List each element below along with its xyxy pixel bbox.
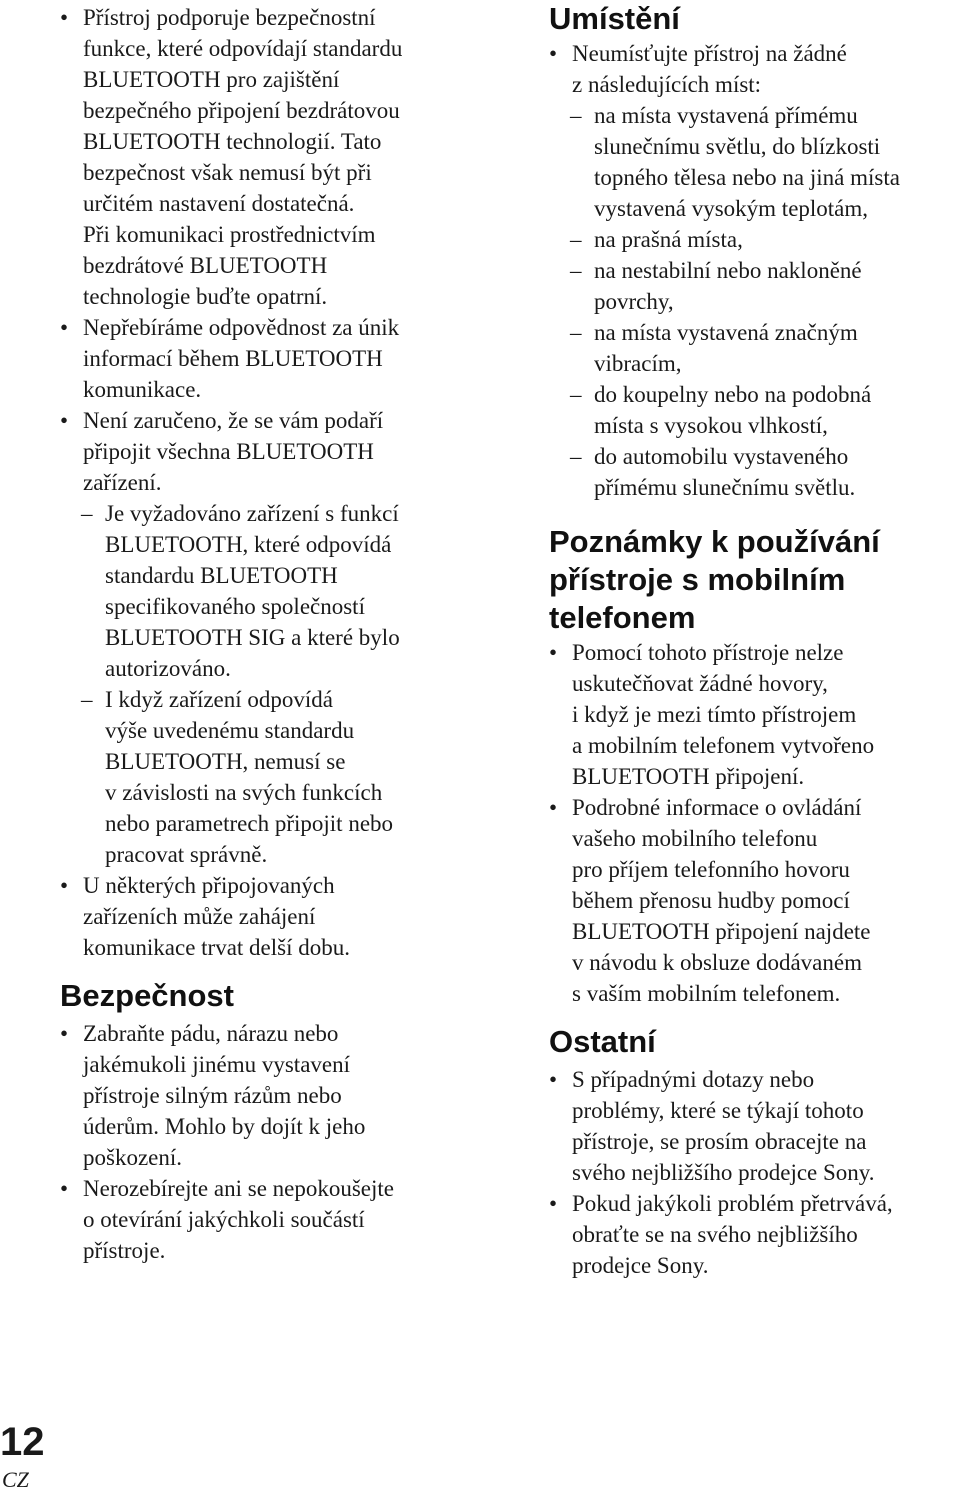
dash-mark: –	[570, 320, 582, 345]
bullet-mark: •	[549, 41, 558, 66]
bullet-item: • Pokud jakýkoli problém přetrvává, obraťte se na svého nejbližšího prodejce Sony.	[549, 1188, 960, 1281]
dash-item: – Je vyžadováno zařízení s funkcí BLUETOOTH, které odpovídá standardu BLUETOOTH specifikovaného společností BLUETOOTH SIG a které bylo autorizováno.	[60, 498, 480, 684]
dash-item: – na prašná místa,	[549, 224, 960, 255]
section-heading-other: Ostatní	[549, 1024, 656, 1059]
bullet-mark: •	[60, 1021, 69, 1046]
dash-item: – I když zařízení odpovídá výše uvedenému standardu BLUETOOTH, nemusí se v závislosti na svých funkcích nebo parametrech připojit nebo pracovat správně.	[60, 684, 480, 870]
dash-item: – do koupelny nebo na podobná místa s vysokou vlhkostí,	[549, 379, 960, 441]
bullet-mark: •	[549, 640, 558, 665]
bullet-mark: •	[549, 1067, 558, 1092]
dash-mark: –	[81, 501, 93, 526]
section-heading-safety: Bezpečnost	[60, 978, 234, 1013]
bullet-mark: •	[60, 5, 69, 30]
dash-item: – na nestabilní nebo nakloněné povrchy,	[549, 255, 960, 317]
dash-mark: –	[570, 444, 582, 469]
bullet-item: • Nepřebíráme odpovědnost za únik informací během BLUETOOTH komunikace.	[60, 312, 480, 405]
bullet-item: • Podrobné informace o ovládání vašeho mobilního telefonu pro příjem telefonního hovoru během přenosu hudby pomocí BLUETOOTH připojení najdete v návodu k obsluze dodávaném s vaším mobilním telefonem.	[549, 792, 960, 1009]
dash-mark: –	[570, 382, 582, 407]
bullet-item: • Nerozebírejte ani se nepokoušejte o otevírání jakýchkoli součástí přístroje.	[60, 1173, 480, 1266]
language-code: CZ	[2, 1467, 29, 1492]
bullet-item: • S případnými dotazy nebo problémy, které se týkají tohoto přístroje, se prosím obracejte na svého nejbližšího prodejce Sony.	[549, 1064, 960, 1188]
bullet-item: • Není zaručeno, že se vám podaří připojit všechna BLUETOOTH zařízení.	[60, 405, 480, 498]
bullet-item: • Zabraňte pádu, nárazu nebo jakémukoli jinému vystavení přístroje silným rázům nebo úderům. Mohlo by dojít k jeho poškození.	[60, 1018, 480, 1173]
bullet-mark: •	[549, 795, 558, 820]
page-number: 12	[0, 1420, 45, 1464]
section-heading-mobile: Poznámky k používání přístroje s mobilním telefonem	[549, 524, 880, 635]
dash-mark: –	[570, 103, 582, 128]
bullet-mark: •	[549, 1191, 558, 1216]
bullet-mark: •	[60, 873, 69, 898]
section-heading-placement: Umístění	[549, 1, 680, 36]
bullet-item: • Pomocí tohoto přístroje nelze uskutečňovat žádné hovory, i když je mezi tímto přístrojem a mobilním telefonem vytvořeno BLUETOOTH připojení.	[549, 637, 960, 792]
left-column	[60, 0, 480, 1266]
bullet-item: • Neumísťujte přístroj na žádné z následujících míst:	[549, 38, 960, 100]
dash-item: – na místa vystavená značným vibracím,	[549, 317, 960, 379]
dash-item: – do automobilu vystaveného přímému slunečnímu světlu.	[549, 441, 960, 503]
bullet-mark: •	[60, 408, 69, 433]
bullet-mark: •	[60, 1176, 69, 1201]
bullet-item: • U některých připojovaných zařízeních může zahájení komunikace trvat delší dobu.	[60, 870, 480, 963]
dash-mark: –	[81, 687, 93, 712]
right-column	[549, 0, 960, 1281]
dash-mark: –	[570, 227, 582, 252]
bullet-item: • Přístroj podporuje bezpečnostní funkce, které odpovídají standardu BLUETOOTH pro zajištění bezpečného připojení bezdrátovou BLUETOOTH technologií. Tato bezpečnost však nemusí být při určitém nastavení dostatečná. Při komunikaci prostřednictvím bezdrátové BLUETOOTH technologie buďte opatrní.	[60, 2, 480, 312]
bullet-mark: •	[60, 315, 69, 340]
dash-mark: –	[570, 258, 582, 283]
dash-item: – na místa vystavená přímému slunečnímu světlu, do blízkosti topného tělesa nebo na jiná místa vystavená vysokým teplotám,	[549, 100, 960, 224]
